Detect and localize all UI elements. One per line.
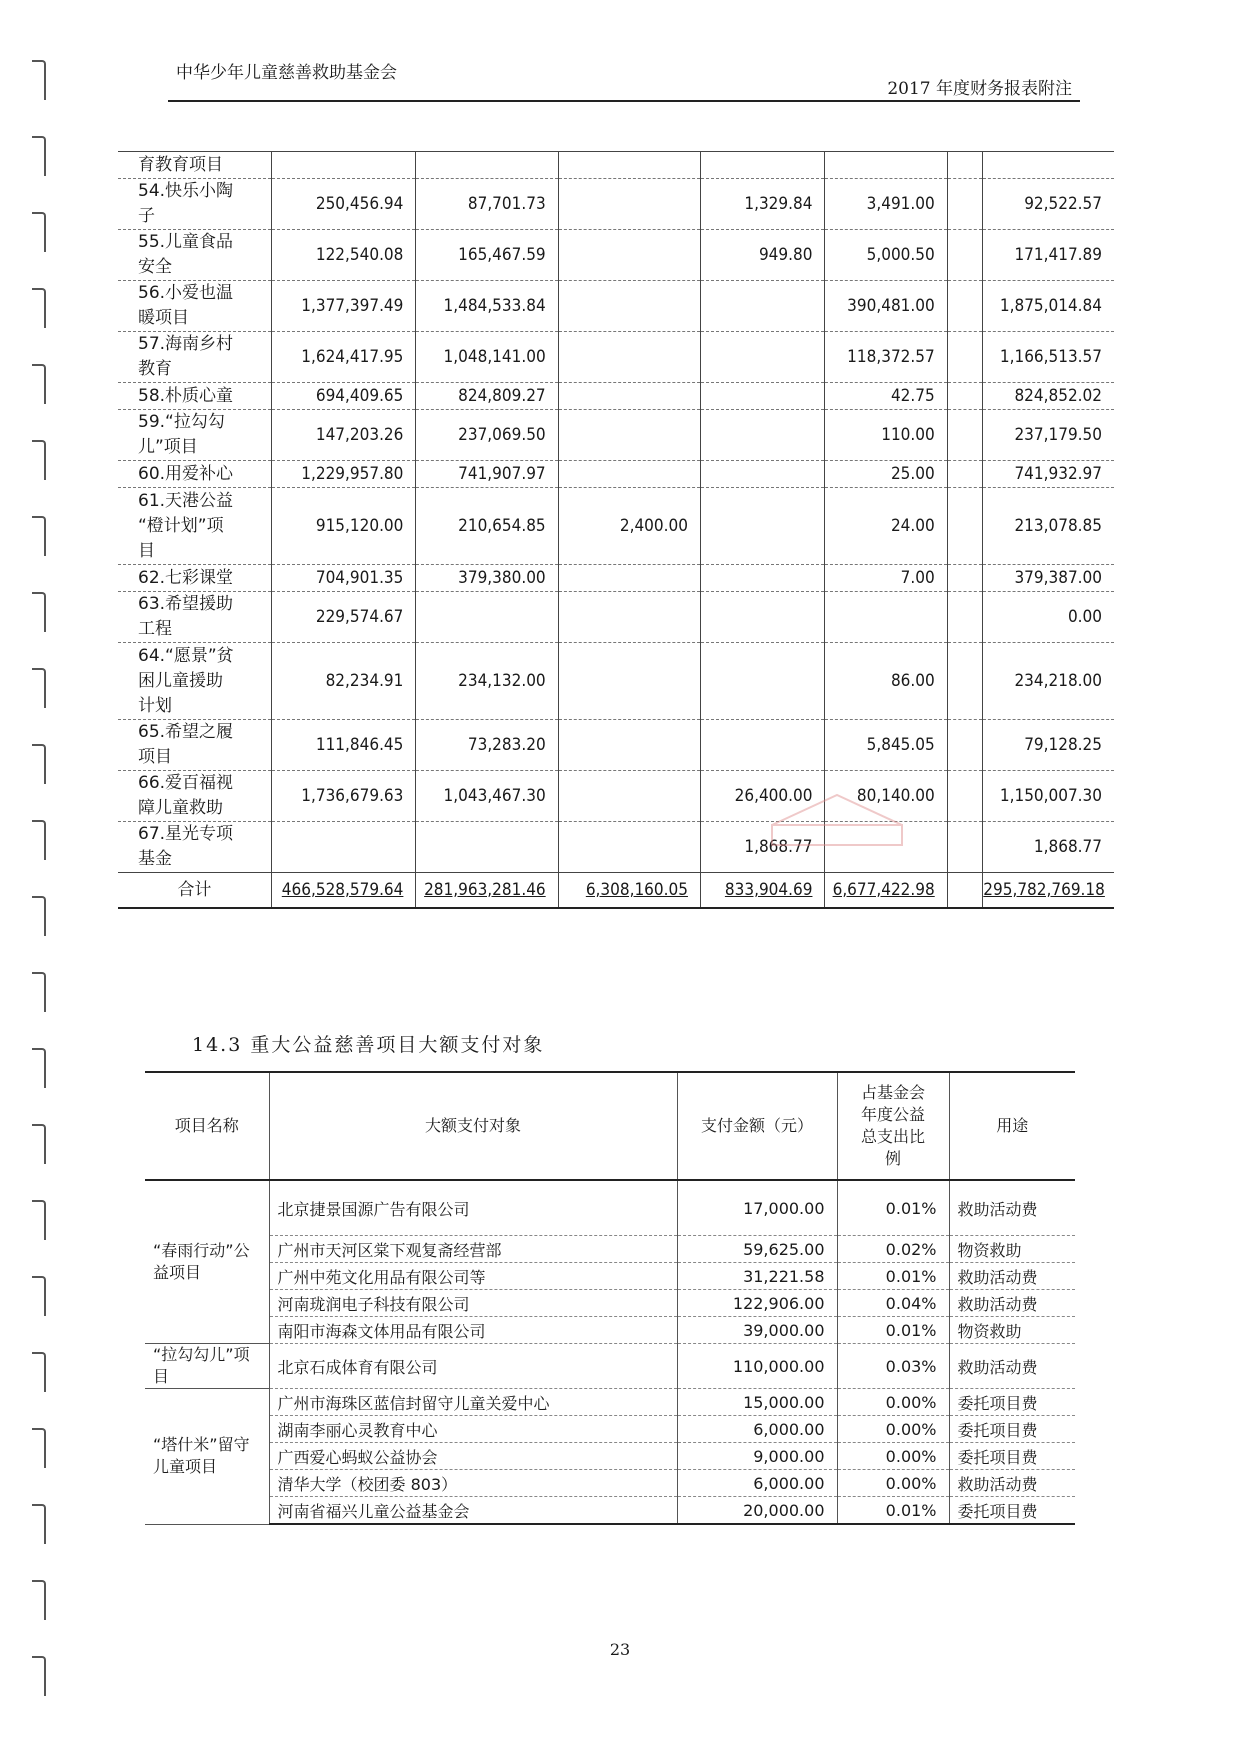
table-header-row bbox=[145, 1072, 1075, 1180]
amount-cell-c4 bbox=[700, 592, 825, 643]
amount-cell-c1: 111,846.45 bbox=[271, 720, 416, 771]
amount-cell-c5: 25.00 bbox=[825, 461, 947, 488]
amount-cell-c5: 80,140.00 bbox=[825, 771, 947, 822]
table-row bbox=[145, 1180, 1075, 1236]
project-name-cell: 67.星光专项 基金 bbox=[118, 822, 271, 873]
project-name-cell: 65.希望之履 项目 bbox=[118, 720, 271, 771]
amount-cell-c4 bbox=[700, 720, 825, 771]
amount-cell-c1: 915,120.00 bbox=[271, 488, 416, 565]
project-name-cell: 60.用爱补心 bbox=[118, 461, 271, 488]
usage-cell: 委托项目费 bbox=[949, 1389, 1075, 1416]
usage-cell: 救助活动费 bbox=[949, 1470, 1075, 1497]
ratio-cell: 0.01% bbox=[837, 1317, 949, 1344]
table-row bbox=[118, 230, 1114, 281]
table-row bbox=[145, 1236, 1075, 1263]
amount-cell: 31,221.58 bbox=[677, 1263, 837, 1290]
amount-cell-c3 bbox=[558, 152, 700, 179]
usage-cell: 物资救助 bbox=[949, 1236, 1075, 1263]
amount-cell-c1: 1,229,957.80 bbox=[271, 461, 416, 488]
table-row bbox=[145, 1317, 1075, 1344]
amount-cell-c4: 1,868.77 bbox=[700, 822, 825, 873]
binding-hole bbox=[32, 592, 46, 632]
amount-cell-c5: 118,372.57 bbox=[825, 332, 947, 383]
amount-cell-c2: 165,467.59 bbox=[416, 230, 558, 281]
header-amount: 支付金额（元） bbox=[677, 1072, 837, 1180]
amount-cell-c4 bbox=[700, 461, 825, 488]
payee-cell: 广州市海珠区蓝信封留守儿童关爱中心 bbox=[269, 1389, 677, 1416]
amount-cell: 110,000.00 bbox=[677, 1344, 837, 1389]
table-row bbox=[118, 152, 1114, 179]
payee-cell: 清华大学（校团委 803） bbox=[269, 1470, 677, 1497]
amount-cell-c5: 110.00 bbox=[825, 410, 947, 461]
amount-cell-c4: 1,329.84 bbox=[700, 179, 825, 230]
amount-cell-c2: 237,069.50 bbox=[416, 410, 558, 461]
project-name-cell: 56.小爱也温 暖项目 bbox=[118, 281, 271, 332]
amount-cell-c4 bbox=[700, 410, 825, 461]
amount-cell-c6: 171,417.89 bbox=[983, 230, 1114, 281]
amount-cell-c5: 86.00 bbox=[825, 643, 947, 720]
usage-cell: 救助活动费 bbox=[949, 1344, 1075, 1389]
ratio-cell: 0.04% bbox=[837, 1290, 949, 1317]
amount-cell-c4 bbox=[700, 873, 825, 909]
amount-cell-c1: 250,456.94 bbox=[271, 179, 416, 230]
amount-cell-c6: 824,852.02 bbox=[983, 383, 1114, 410]
amount-cell-c3 bbox=[558, 281, 700, 332]
amount-cell: 6,000.00 bbox=[677, 1470, 837, 1497]
amount-cell-c2: 379,380.00 bbox=[416, 565, 558, 592]
page-number: 23 bbox=[609, 1640, 631, 1659]
amount-cell-c3 bbox=[558, 592, 700, 643]
amount-cell: 59,625.00 bbox=[677, 1236, 837, 1263]
binding-hole bbox=[32, 440, 46, 480]
spacer-cell bbox=[947, 592, 983, 643]
project-name-cell: 64.“愿景”贫 困儿童援助 计划 bbox=[118, 643, 271, 720]
amount-cell-c5: 3,491.00 bbox=[825, 179, 947, 230]
payee-cell: 河南珑润电子科技有限公司 bbox=[269, 1290, 677, 1317]
table-row bbox=[118, 281, 1114, 332]
amount-cell-c4 bbox=[700, 383, 825, 410]
amount-cell-c2 bbox=[416, 873, 558, 909]
table-row bbox=[118, 565, 1114, 592]
table-row bbox=[118, 720, 1114, 771]
project-balance-table bbox=[118, 151, 1114, 909]
spacer-cell bbox=[947, 230, 983, 281]
header-organization: 中华少年儿童慈善救助基金会 bbox=[176, 63, 397, 83]
project-name-cell: 59.“拉勾勾 儿”项目 bbox=[118, 410, 271, 461]
table-row bbox=[118, 643, 1114, 720]
ratio-cell: 0.00% bbox=[837, 1389, 949, 1416]
amount-cell-c4 bbox=[700, 281, 825, 332]
amount-cell-c4: 26,400.00 bbox=[700, 771, 825, 822]
table-row bbox=[145, 1290, 1075, 1317]
total-amount: 6,308,160.05 bbox=[585, 880, 688, 900]
amount-cell-c4 bbox=[700, 332, 825, 383]
amount-cell-c5: 390,481.00 bbox=[825, 281, 947, 332]
amount-cell-c4 bbox=[700, 643, 825, 720]
large-payments-table bbox=[145, 1071, 1075, 1525]
table-row bbox=[118, 383, 1114, 410]
payee-cell: 广州中苑文化用品有限公司等 bbox=[269, 1263, 677, 1290]
binding-hole bbox=[32, 896, 46, 936]
amount-cell: 39,000.00 bbox=[677, 1317, 837, 1344]
amount-cell-c2 bbox=[416, 592, 558, 643]
amount-cell-c6: 0.00 bbox=[983, 592, 1114, 643]
amount-cell-c3 bbox=[558, 771, 700, 822]
amount-cell-c6: 92,522.57 bbox=[983, 179, 1114, 230]
total-amount: 281,963,281.46 bbox=[424, 880, 546, 900]
amount-cell: 20,000.00 bbox=[677, 1497, 837, 1525]
binding-hole bbox=[32, 364, 46, 404]
project-name-cell: 55.儿童食品 安全 bbox=[118, 230, 271, 281]
project-name-cell: 育教育项目 bbox=[118, 152, 271, 179]
table-row bbox=[145, 1416, 1075, 1443]
binding-hole bbox=[32, 60, 46, 100]
binding-margin bbox=[26, 60, 50, 1740]
project-name-cell: 57.海南乡村 教育 bbox=[118, 332, 271, 383]
ratio-cell: 0.01% bbox=[837, 1180, 949, 1236]
amount-cell-c6: 79,128.25 bbox=[983, 720, 1114, 771]
amount-cell-c6: 1,875,014.84 bbox=[983, 281, 1114, 332]
amount-cell-c2: 73,283.20 bbox=[416, 720, 558, 771]
spacer-cell bbox=[947, 488, 983, 565]
ratio-cell: 0.01% bbox=[837, 1263, 949, 1290]
amount-cell-c2 bbox=[416, 152, 558, 179]
amount-cell-c5 bbox=[825, 873, 947, 909]
table-row bbox=[145, 1344, 1075, 1389]
amount-cell-c5 bbox=[825, 592, 947, 643]
amount-cell-c4 bbox=[700, 565, 825, 592]
amount-cell-c2: 741,907.97 bbox=[416, 461, 558, 488]
usage-cell: 委托项目费 bbox=[949, 1497, 1075, 1525]
binding-hole bbox=[32, 1656, 46, 1696]
spacer-cell bbox=[947, 410, 983, 461]
amount-cell-c5: 24.00 bbox=[825, 488, 947, 565]
amount-cell-c1: 704,901.35 bbox=[271, 565, 416, 592]
table-row bbox=[118, 461, 1114, 488]
spacer-cell bbox=[947, 822, 983, 873]
usage-cell: 救助活动费 bbox=[949, 1263, 1075, 1290]
amount-cell: 15,000.00 bbox=[677, 1389, 837, 1416]
amount-cell-c4 bbox=[700, 488, 825, 565]
project-name-cell: 66.爱百福视 障儿童救助 bbox=[118, 771, 271, 822]
amount-cell-c1: 1,736,679.63 bbox=[271, 771, 416, 822]
amount-cell-c1: 229,574.67 bbox=[271, 592, 416, 643]
amount-cell-c2: 210,654.85 bbox=[416, 488, 558, 565]
table-row bbox=[118, 771, 1114, 822]
project-name-cell: 合计 bbox=[118, 873, 271, 909]
table-row bbox=[118, 179, 1114, 230]
payee-cell: 河南省福兴儿童公益基金会 bbox=[269, 1497, 677, 1525]
ratio-cell: 0.00% bbox=[837, 1416, 949, 1443]
spacer-cell bbox=[947, 873, 983, 909]
table-row bbox=[118, 822, 1114, 873]
amount-cell-c5: 5,845.05 bbox=[825, 720, 947, 771]
amount-cell-c1: 147,203.26 bbox=[271, 410, 416, 461]
total-amount: 6,677,422.98 bbox=[832, 880, 935, 900]
usage-cell: 委托项目费 bbox=[949, 1416, 1075, 1443]
binding-hole bbox=[32, 1580, 46, 1620]
binding-hole bbox=[32, 1276, 46, 1316]
binding-hole bbox=[32, 1428, 46, 1468]
binding-hole bbox=[32, 516, 46, 556]
total-amount: 295,782,769.18 bbox=[983, 880, 1105, 900]
table-row bbox=[145, 1443, 1075, 1470]
payee-cell: 北京捷景国源广告有限公司 bbox=[269, 1180, 677, 1236]
project-name-cell: 63.希望援助 工程 bbox=[118, 592, 271, 643]
section-title: 14.3 重大公益慈善项目大额支付对象 bbox=[192, 1034, 545, 1056]
amount-cell-c2: 87,701.73 bbox=[416, 179, 558, 230]
ratio-cell: 0.03% bbox=[837, 1344, 949, 1389]
binding-hole bbox=[32, 1504, 46, 1544]
payee-cell: 北京石成体育有限公司 bbox=[269, 1344, 677, 1389]
amount-cell-c1: 82,234.91 bbox=[271, 643, 416, 720]
payee-cell: 广西爱心蚂蚁公益协会 bbox=[269, 1443, 677, 1470]
header-usage: 用途 bbox=[949, 1072, 1075, 1180]
table-row bbox=[118, 332, 1114, 383]
binding-hole bbox=[32, 972, 46, 1012]
payee-cell: 广州市天河区棠下观复斋经营部 bbox=[269, 1236, 677, 1263]
amount-cell-c4 bbox=[700, 152, 825, 179]
amount-cell-c5: 5,000.50 bbox=[825, 230, 947, 281]
project-name-cell: 54.快乐小陶 子 bbox=[118, 179, 271, 230]
amount-cell-c6: 1,150,007.30 bbox=[983, 771, 1114, 822]
binding-hole bbox=[32, 820, 46, 860]
amount-cell-c5: 42.75 bbox=[825, 383, 947, 410]
project-name-cell: “拉勾勾儿”项 目 bbox=[145, 1344, 269, 1389]
amount-cell-c2: 824,809.27 bbox=[416, 383, 558, 410]
table-row bbox=[118, 488, 1114, 565]
ratio-cell: 0.00% bbox=[837, 1470, 949, 1497]
table-row bbox=[145, 1497, 1075, 1525]
amount-cell-c4: 949.80 bbox=[700, 230, 825, 281]
binding-hole bbox=[32, 288, 46, 328]
amount-cell-c1: 122,540.08 bbox=[271, 230, 416, 281]
amount-cell-c3 bbox=[558, 383, 700, 410]
amount-cell-c6: 237,179.50 bbox=[983, 410, 1114, 461]
amount-cell-c3: 2,400.00 bbox=[558, 488, 700, 565]
amount-cell-c6 bbox=[983, 873, 1114, 909]
project-name-cell: “春雨行动”公 益项目 bbox=[145, 1180, 269, 1344]
watermark-stamp-icon bbox=[762, 790, 912, 850]
payee-cell: 湖南李丽心灵教育中心 bbox=[269, 1416, 677, 1443]
header-rule bbox=[168, 100, 1080, 102]
amount-cell: 122,906.00 bbox=[677, 1290, 837, 1317]
ratio-cell: 0.00% bbox=[837, 1443, 949, 1470]
amount-cell-c1: 1,377,397.49 bbox=[271, 281, 416, 332]
amount-cell-c3 bbox=[558, 720, 700, 771]
spacer-cell bbox=[947, 281, 983, 332]
table-row bbox=[118, 592, 1114, 643]
binding-hole bbox=[32, 1048, 46, 1088]
total-row bbox=[118, 873, 1114, 909]
amount-cell-c6: 213,078.85 bbox=[983, 488, 1114, 565]
table-row bbox=[145, 1470, 1075, 1497]
project-name-cell: 61.天港公益 “橙计划”项 目 bbox=[118, 488, 271, 565]
usage-cell: 委托项目费 bbox=[949, 1443, 1075, 1470]
spacer-cell bbox=[947, 383, 983, 410]
header-ratio: 占基金会 年度公益 总支出比 例 bbox=[837, 1072, 949, 1180]
amount-cell-c2: 1,043,467.30 bbox=[416, 771, 558, 822]
amount-cell-c3 bbox=[558, 230, 700, 281]
amount-cell-c3 bbox=[558, 873, 700, 909]
amount-cell-c3 bbox=[558, 565, 700, 592]
amount-cell: 17,000.00 bbox=[677, 1180, 837, 1236]
amount-cell-c3 bbox=[558, 410, 700, 461]
usage-cell: 物资救助 bbox=[949, 1317, 1075, 1344]
table-row bbox=[145, 1389, 1075, 1416]
binding-hole bbox=[32, 212, 46, 252]
amount-cell-c3 bbox=[558, 643, 700, 720]
ratio-cell: 0.01% bbox=[837, 1497, 949, 1525]
binding-hole bbox=[32, 1124, 46, 1164]
payee-cell: 南阳市海森文体用品有限公司 bbox=[269, 1317, 677, 1344]
amount-cell-c2: 234,132.00 bbox=[416, 643, 558, 720]
amount-cell-c6: 234,218.00 bbox=[983, 643, 1114, 720]
amount-cell: 9,000.00 bbox=[677, 1443, 837, 1470]
project-name-cell: 58.朴质心童 bbox=[118, 383, 271, 410]
project-name-cell: “塔什米”留守 儿童项目 bbox=[145, 1389, 269, 1525]
amount-cell-c3 bbox=[558, 822, 700, 873]
total-amount: 833,904.69 bbox=[724, 880, 813, 900]
binding-hole bbox=[32, 136, 46, 176]
table-row bbox=[118, 410, 1114, 461]
spacer-cell bbox=[947, 771, 983, 822]
project-name-cell: 62.七彩课堂 bbox=[118, 565, 271, 592]
amount-cell-c2: 1,048,141.00 bbox=[416, 332, 558, 383]
spacer-cell bbox=[947, 565, 983, 592]
header-report-title: 2017 年度财务报表附注 bbox=[887, 79, 1072, 99]
amount-cell-c1 bbox=[271, 152, 416, 179]
usage-cell: 救助活动费 bbox=[949, 1290, 1075, 1317]
amount-cell-c1: 694,409.65 bbox=[271, 383, 416, 410]
amount-cell-c3 bbox=[558, 461, 700, 488]
ratio-cell: 0.02% bbox=[837, 1236, 949, 1263]
amount-cell-c6 bbox=[983, 152, 1114, 179]
spacer-cell bbox=[947, 643, 983, 720]
amount-cell: 6,000.00 bbox=[677, 1416, 837, 1443]
amount-cell-c2 bbox=[416, 822, 558, 873]
amount-cell-c6: 1,166,513.57 bbox=[983, 332, 1114, 383]
binding-hole bbox=[32, 668, 46, 708]
amount-cell-c6: 1,868.77 bbox=[983, 822, 1114, 873]
total-amount: 466,528,579.64 bbox=[281, 880, 404, 900]
amount-cell-c2: 1,484,533.84 bbox=[416, 281, 558, 332]
spacer-cell bbox=[947, 152, 983, 179]
amount-cell-c5: 7.00 bbox=[825, 565, 947, 592]
amount-cell-c1: 1,624,417.95 bbox=[271, 332, 416, 383]
amount-cell-c6: 741,932.97 bbox=[983, 461, 1114, 488]
binding-hole bbox=[32, 1352, 46, 1392]
binding-hole bbox=[32, 744, 46, 784]
header-payee: 大额支付对象 bbox=[269, 1072, 677, 1180]
amount-cell-c5 bbox=[825, 152, 947, 179]
spacer-cell bbox=[947, 720, 983, 771]
amount-cell-c1 bbox=[271, 873, 416, 909]
binding-hole bbox=[32, 1200, 46, 1240]
spacer-cell bbox=[947, 461, 983, 488]
spacer-cell bbox=[947, 179, 983, 230]
amount-cell-c3 bbox=[558, 332, 700, 383]
header-project: 项目名称 bbox=[145, 1072, 269, 1180]
amount-cell-c1 bbox=[271, 822, 416, 873]
amount-cell-c3 bbox=[558, 179, 700, 230]
spacer-cell bbox=[947, 332, 983, 383]
table-row bbox=[145, 1263, 1075, 1290]
amount-cell-c6: 379,387.00 bbox=[983, 565, 1114, 592]
usage-cell: 救助活动费 bbox=[949, 1180, 1075, 1236]
